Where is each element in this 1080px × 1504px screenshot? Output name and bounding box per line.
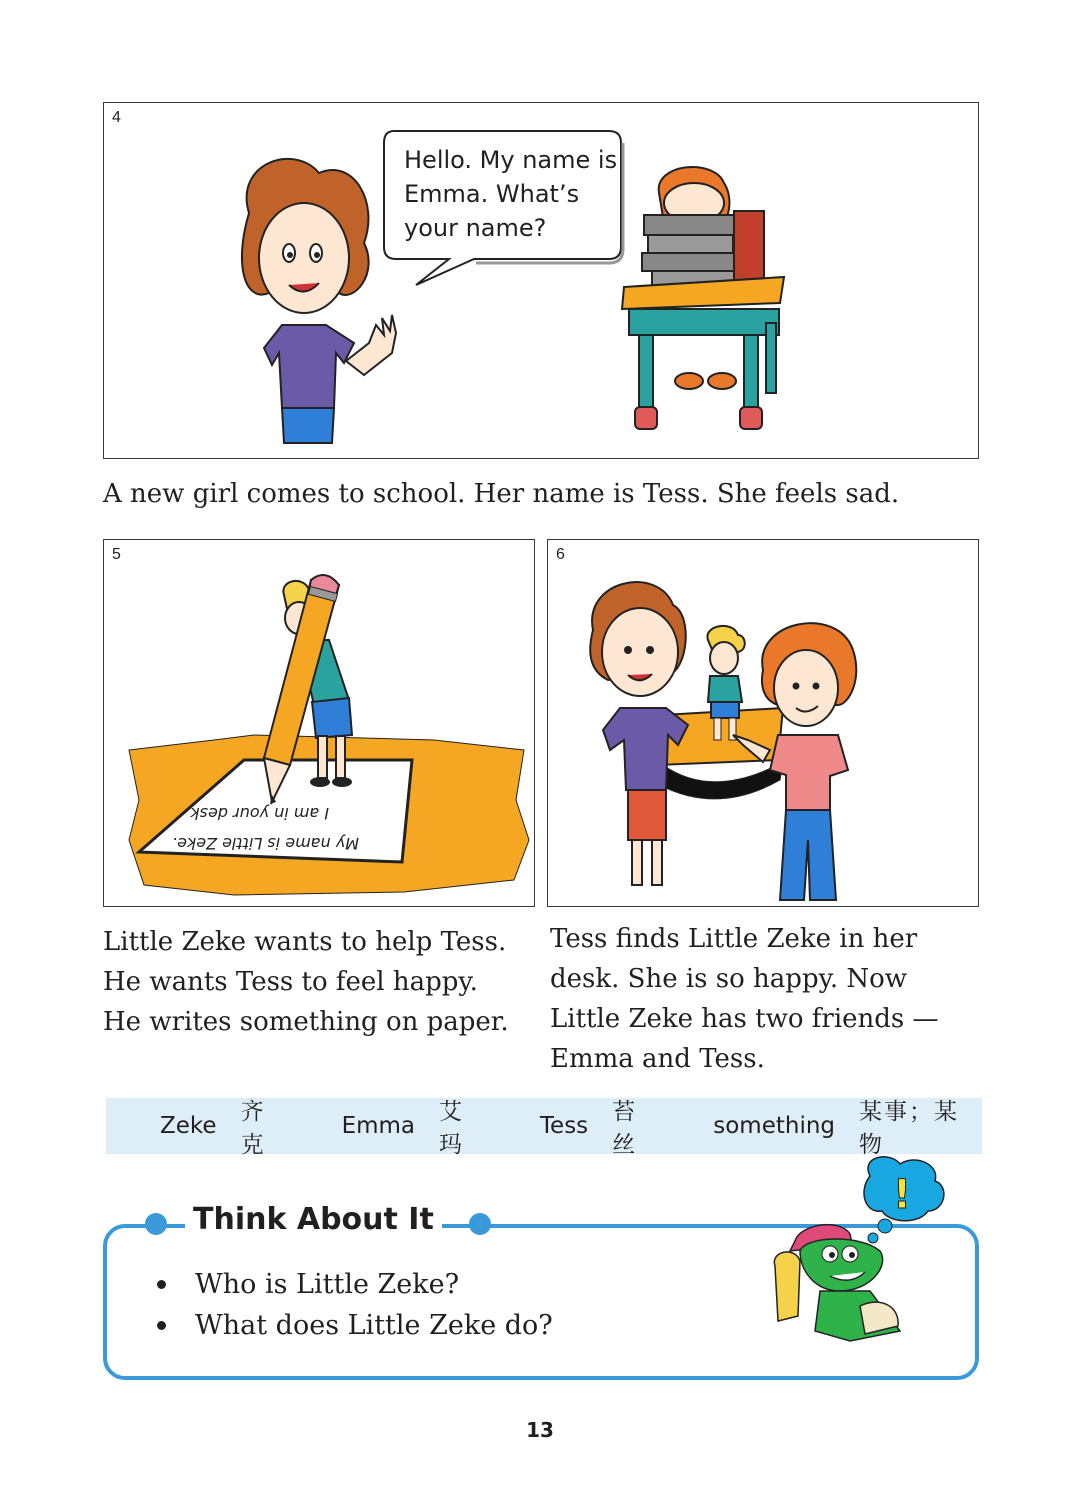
vocab-item [713, 1093, 982, 1159]
caption-line: Little Zeke wants to help Tess. [103, 927, 507, 957]
caption-line: He wants Tess to feel happy. [103, 967, 478, 997]
speech-bubble-text: Hello. My name is Emma. What’s your name? [404, 146, 618, 242]
title-right-dot [469, 1213, 491, 1235]
tess-at-desk [622, 167, 784, 429]
panel-6-illustration [548, 540, 979, 907]
caption-line: He writes something on paper. [103, 1007, 509, 1037]
question-item: Who is Little Zeke? [155, 1264, 553, 1305]
think-about-it-title: Think About It [185, 1202, 442, 1237]
note-line-1: My name is Little Zeke. [172, 834, 359, 853]
title-left-dot [145, 1213, 167, 1235]
panel-number: 6 [556, 546, 565, 563]
vocab-english: Emma [341, 1113, 416, 1139]
vocab-english: something [713, 1113, 836, 1139]
panel-4-caption: A new girl comes to school. Her name is Tess. She feels sad. [103, 479, 900, 509]
vocab-chinese: 苔丝 [612, 1099, 638, 1158]
vocab-item [540, 1093, 661, 1159]
vocab-chinese: 艾玛 [439, 1099, 465, 1158]
vocab-english: Zeke [160, 1113, 217, 1139]
comic-panel-6 [547, 539, 979, 907]
panel-5-illustration [104, 540, 535, 907]
dinosaur-mascot-icon [760, 1156, 960, 1356]
caption-line: Tess finds Little Zeke in her [550, 924, 918, 954]
question-item: What does Little Zeke do? [155, 1305, 553, 1346]
caption-line: Emma and Tess. [550, 1044, 765, 1074]
caption-line: Little Zeke has two friends — [550, 1004, 939, 1034]
vocabulary-bar [106, 1098, 982, 1158]
vocab-chinese: 齐克 [240, 1099, 266, 1158]
caption-line: desk. She is so happy. Now [550, 964, 908, 994]
exclamation-mark: ! [892, 1172, 912, 1218]
emma-figure [242, 159, 396, 443]
vocab-english: Tess [539, 1113, 589, 1139]
vocab-chinese: 某事；某物 [859, 1099, 960, 1158]
note-line-2: I am in your desk. [185, 804, 329, 823]
emma-figure [590, 582, 688, 885]
comic-panel-4 [103, 102, 979, 459]
question-list [155, 1264, 553, 1346]
panel-number: 4 [112, 109, 121, 126]
page-number: 13 [526, 1418, 554, 1442]
panel-number: 5 [112, 546, 121, 563]
vocab-item [160, 1093, 290, 1159]
comic-panel-5 [103, 539, 535, 907]
vocab-item [342, 1093, 488, 1159]
